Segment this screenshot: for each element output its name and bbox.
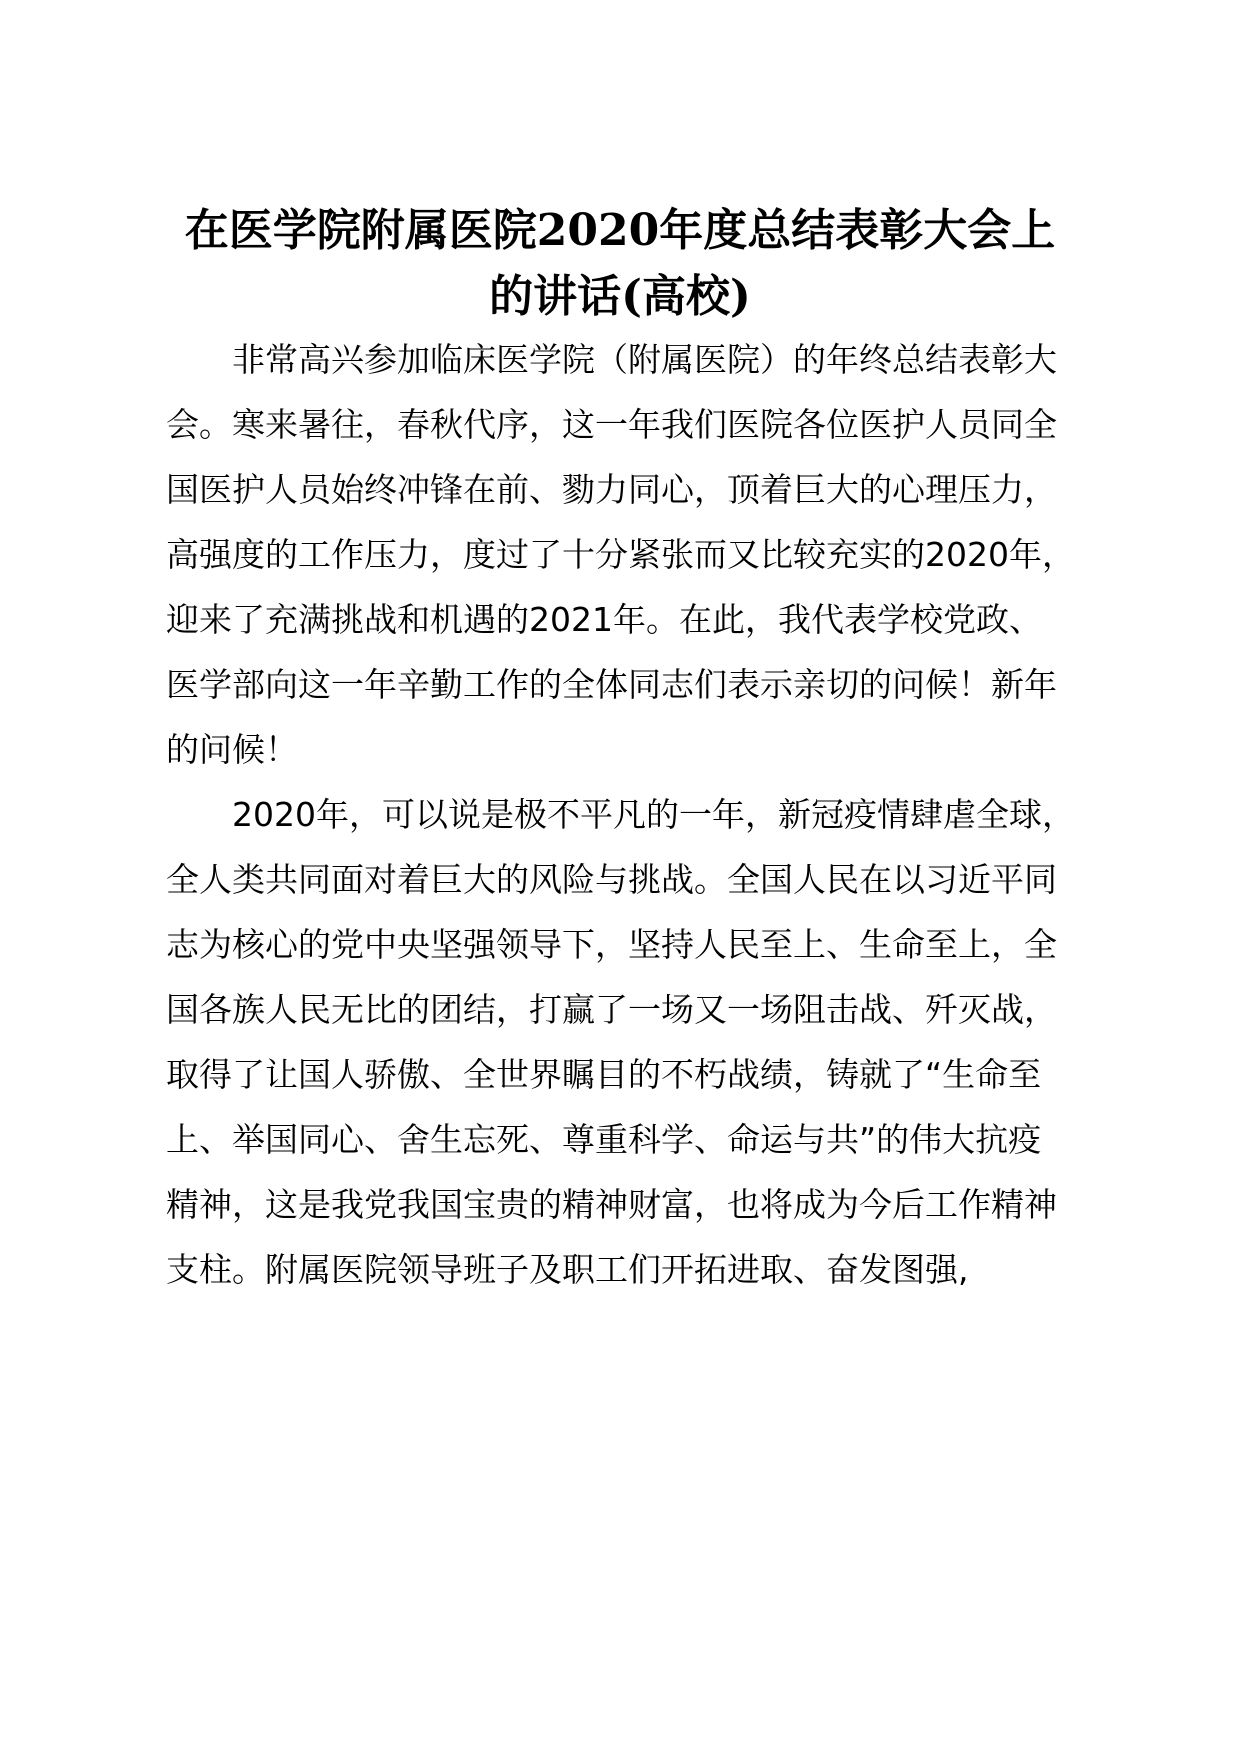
paragraph-1 <box>166 327 1106 782</box>
text-line: 取得了让国人骄傲、全世界瞩目的不朽战绩，铸就了“生命至 <box>166 1055 1042 1094</box>
text-line: 迎来了充满挑战和机遇的2021年。在此，我代表学校党政、 <box>166 600 1042 639</box>
document-title <box>150 198 1090 330</box>
text-line: 国各族人民无比的团结，打赢了一场又一场阻击战、歼灭战， <box>166 990 1057 1029</box>
text-line: 高强度的工作压力，度过了十分紧张而又比较充实的2020年， <box>166 535 1075 574</box>
text-line: 志为核心的党中央坚强领导下，坚持人民至上、生命至上，全 <box>166 925 1057 964</box>
document-body <box>166 327 1106 1302</box>
text-line: 国医护人员始终冲锋在前、勠力同心，顶着巨大的心理压力， <box>166 470 1057 509</box>
text-line: 医学部向这一年辛勤工作的全体同志们表示亲切的问候！新年 <box>166 665 1057 704</box>
text-line: 全人类共同面对着巨大的风险与挑战。全国人民在以习近平同 <box>166 860 1057 899</box>
text-line: 精神，这是我党我国宝贵的精神财富，也将成为今后工作精神 <box>166 1185 1057 1224</box>
text-line: 上、举国同心、舍生忘死、尊重科学、命运与共”的伟大抗疫 <box>166 1120 1042 1159</box>
text-line: 的问候！ <box>166 730 298 769</box>
text-line: 2020年，可以说是极不平凡的一年，新冠疫情肆虐全球， <box>232 795 1075 834</box>
title-line-1: 在医学院附属医院2020年度总结表彰大会上 <box>184 205 1056 256</box>
title-line-2: 的讲话(高校) <box>489 271 751 322</box>
paragraph-2 <box>166 782 1106 1302</box>
text-line: 会。寒来暑往，春秋代序，这一年我们医院各位医护人员同全 <box>166 405 1057 444</box>
text-line: 非常高兴参加临床医学院（附属医院）的年终总结表彰大 <box>232 340 1057 379</box>
text-line: 支柱。附属医院领导班子及职工们开拓进取、奋发图强, <box>166 1250 969 1289</box>
